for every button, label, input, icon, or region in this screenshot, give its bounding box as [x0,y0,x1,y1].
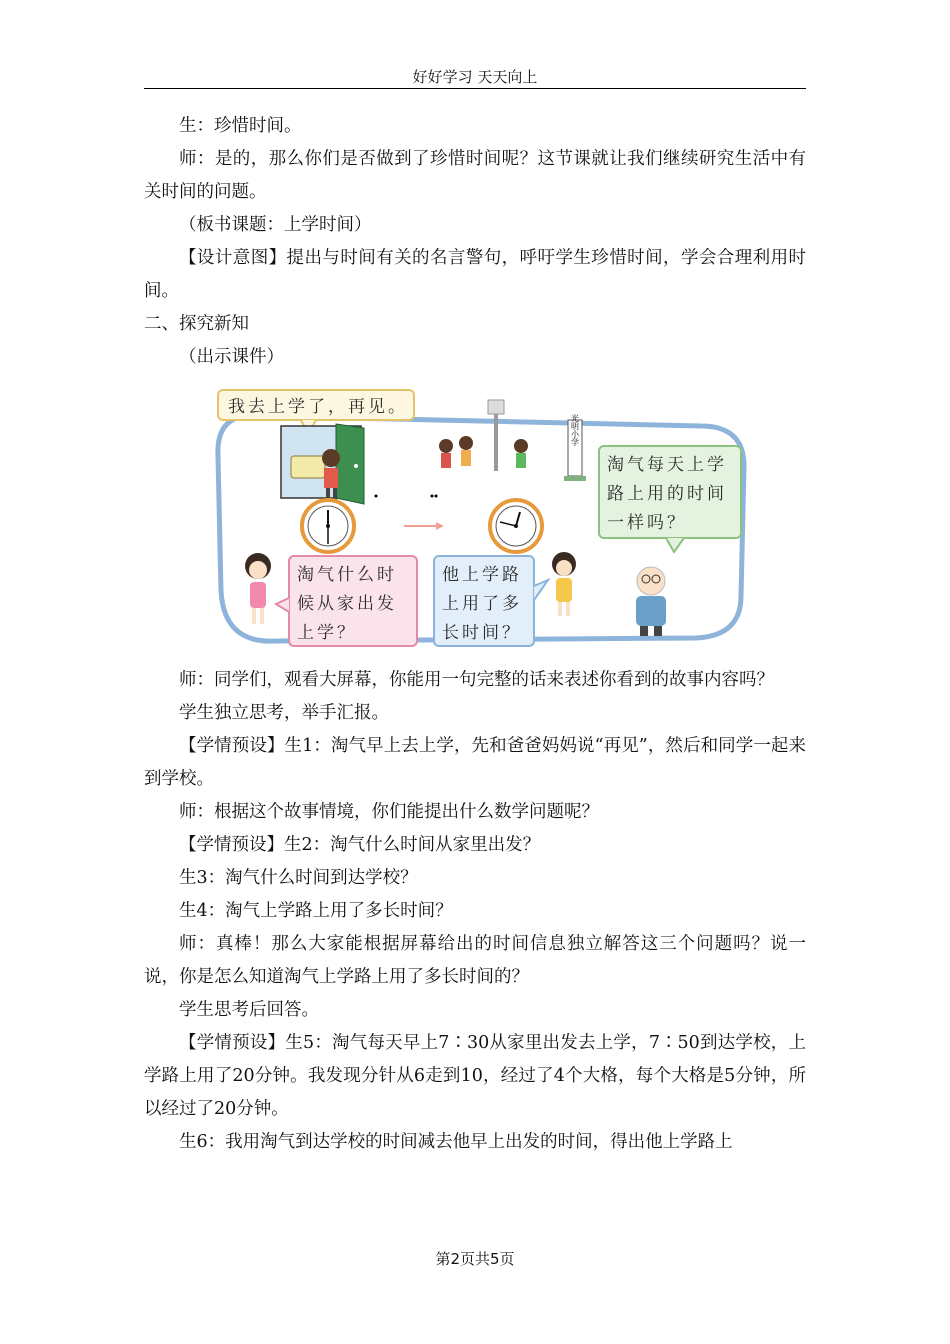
bubble-departure-question [276,556,417,646]
bubble-teacher-line: 一样吗？ [607,513,687,533]
paragraph: 生3：淘气什么时间到达学校？ [179,868,418,888]
page-footer: 第2页共5页 [435,1250,515,1268]
bubble-departure-line: 淘气什么时 [297,565,397,585]
paragraph: 【学情预设】生2：淘气什么时间从家里出发？ [179,835,541,855]
grandpa-figure [636,567,666,636]
girl-figure [245,553,271,624]
children-walking [439,400,528,471]
paragraph: 生：珍惜时间。 [179,116,302,136]
dot [431,495,434,498]
dot [375,495,378,498]
paragraph: 生4：淘气上学路上用了多长时间？ [179,901,453,921]
clock-start-icon [302,500,354,552]
paragraph: 师：同学们，观看大屏幕，你能用一句完整的话来表述你看到的故事内容吗？ [179,670,774,690]
bubble-teacher-question [599,446,741,552]
paragraph: 【设计意图】提出与时间有关的名言警句，呼吁学生珍惜时间，学会合理利用时间。 [144,248,806,301]
arrow-icon [404,522,444,530]
bubble-departure-line: 上学？ [297,623,357,643]
courseware-illustration [196,386,756,656]
child-figure [322,449,340,467]
paragraph: 【学情预设】生5：淘气每天早上7∶30从家里出发去上学，7∶50到达学校，上学路上用了20分钟。我发现分针从6走到10，经过了4个大格，每个大格是5分钟，所以经过了20分钟。 [144,1033,806,1119]
header-rule [144,88,806,89]
document-body [144,110,806,1159]
paragraph: 师：是的，那么你们是否做到了珍惜时间呢？这节课就让我们继续研究生活中有关时间的问题。 [144,149,806,202]
bubble-teacher-line: 淘气每天上学 [607,455,727,475]
illustration-svg [196,386,756,656]
paragraph: （板书课题：上学时间） [179,215,372,235]
bubble-teacher-line: 路上用的时间 [607,484,727,504]
girl-figure [552,552,576,616]
paragraph: 生6：我用淘气到达学校的时间减去他早上出发的时间，得出他上学路上 [179,1132,733,1152]
dot [435,495,438,498]
school-sign-text: 光明小学 [570,414,580,446]
bubble-duration-line: 上用了多 [442,594,522,614]
home-door-scene [281,424,364,504]
paragraph: 学生独立思考，举手汇报。 [179,703,389,723]
bubble-duration-question [434,556,548,646]
paragraph: 师：根据这个故事情境，你们能提出什么数学问题呢？ [179,802,599,822]
bubble-departure-line: 候从家出发 [297,594,397,614]
paragraph: 学生思考后回答。 [179,1000,319,1020]
courseware-note: （出示课件） [179,347,284,367]
paragraph: 【学情预设】生1：淘气早上去上学，先和爸爸妈妈说“再见”，然后和同学一起来到学校。 [144,736,806,789]
section-heading: 二、探究新知 [144,314,249,334]
bubble-duration-line: 长时间？ [442,623,522,643]
bubble-duration-line: 他上学路 [442,565,522,585]
page-header: 好好学习 天天向上 [412,68,538,86]
clock-arrival-icon [490,500,542,552]
paragraph: 师：真棒！那么大家能根据屏幕给出的时间信息独立解答这三个问题吗？说一说，你是怎么知道淘气上学路上用了多长时间的？ [144,934,806,987]
bubble-goodbye-text: 我去上学了，再见。 [228,397,408,417]
